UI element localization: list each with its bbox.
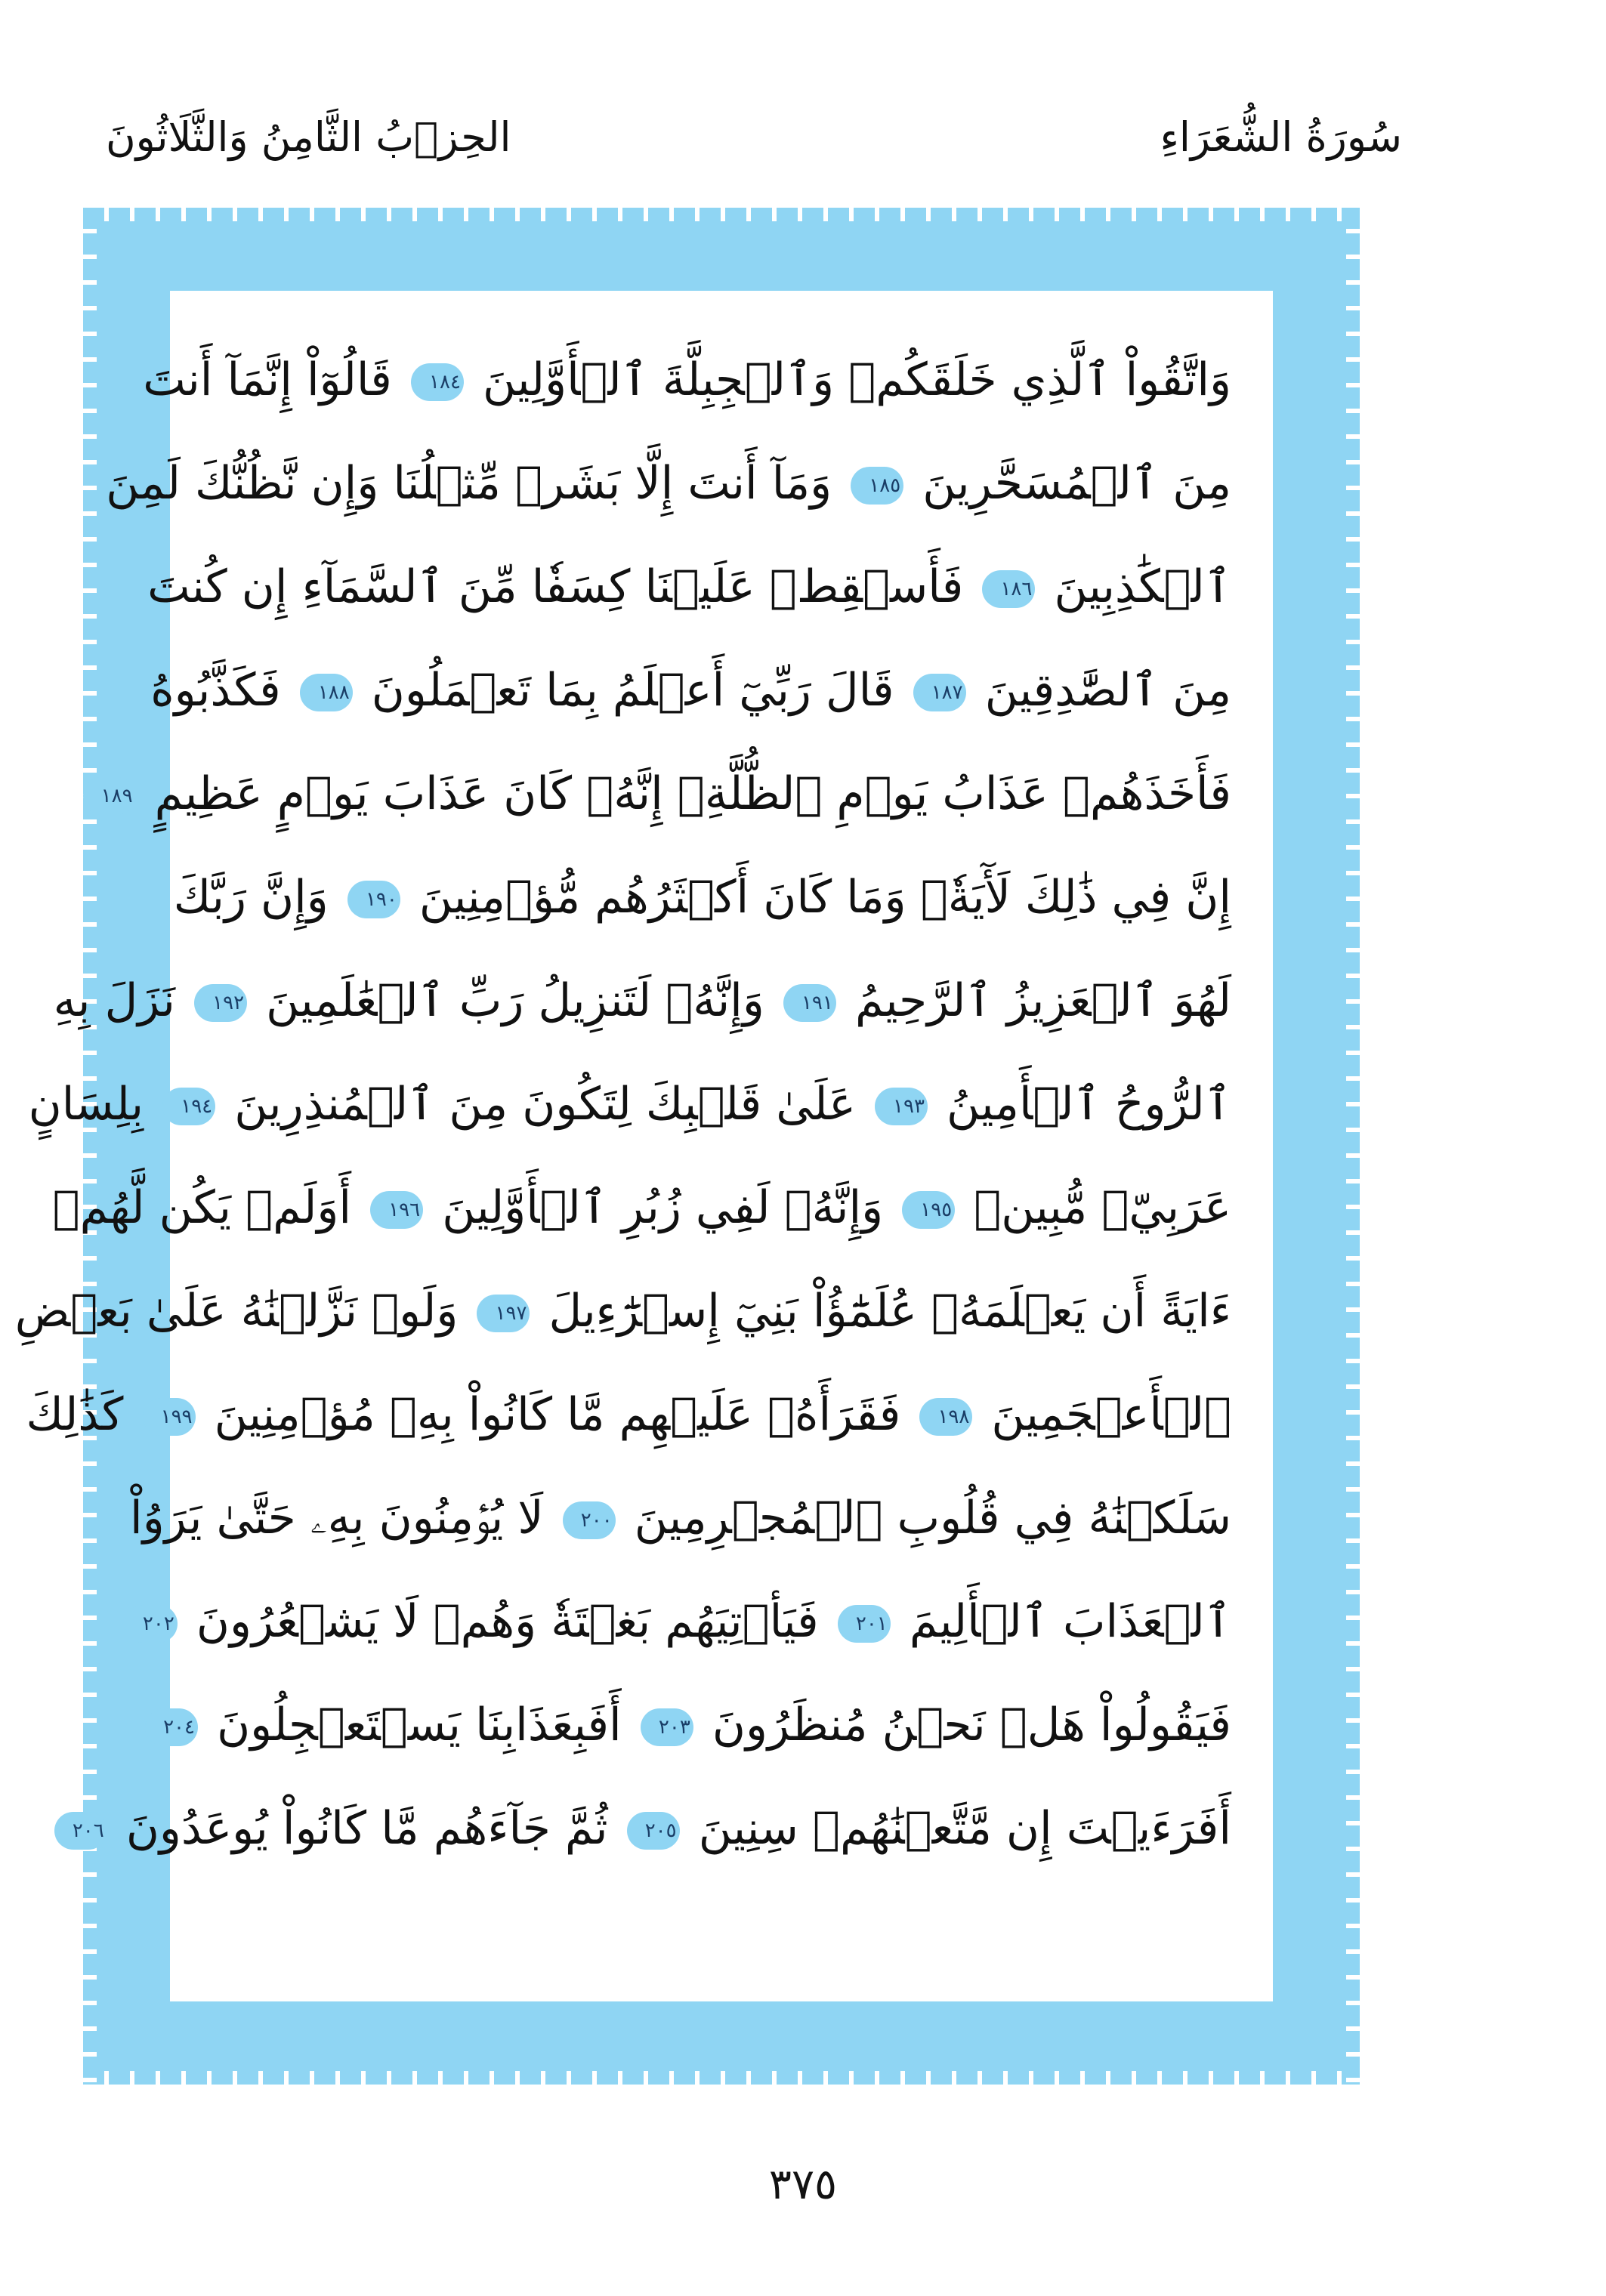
ayah-marker: ١٩٣ bbox=[875, 1088, 928, 1125]
ayah-marker: ٢٠٢ bbox=[125, 1605, 178, 1643]
ayah-marker: ٢٠٤ bbox=[145, 1708, 198, 1746]
text-line bbox=[14, 1260, 1231, 1363]
text-line bbox=[26, 1363, 1231, 1467]
verse-text: نَزَلَ بِهِ bbox=[53, 974, 175, 1027]
page-frame bbox=[14, 208, 1360, 2085]
text-line bbox=[72, 1777, 1231, 1881]
text-line bbox=[163, 1674, 1231, 1777]
surah-name: سُورَةُ الشُّعَرَاءِ bbox=[1160, 113, 1402, 161]
ayah-marker: ١٨٤ bbox=[411, 363, 464, 401]
text-line bbox=[28, 1053, 1231, 1156]
text-line bbox=[106, 432, 1231, 535]
text-line bbox=[52, 1156, 1231, 1260]
ayah-marker: ١٩٨ bbox=[919, 1398, 972, 1436]
verse-text: كَذَٰلِكَ bbox=[26, 1388, 124, 1441]
text-line bbox=[143, 329, 1231, 432]
text-line bbox=[130, 1467, 1231, 1570]
text-line bbox=[150, 639, 1231, 742]
verse-text: عَلَىٰ قَلۡبِكَ لِتَكُونَ مِنَ ٱلۡمُنذِرِينَ bbox=[234, 1078, 856, 1131]
verse-text: فَقَرَأَهُۥ عَلَيۡهِم مَّا كَانُواْ بِهِۦ مُؤۡمِنِينَ bbox=[214, 1388, 901, 1441]
ayah-marker: ٢٠٠ bbox=[563, 1501, 616, 1539]
frame-border-right bbox=[1346, 208, 1360, 2085]
verse-text: لَهُوَ ٱلۡعَزِيزُ ٱلرَّحِيمُ bbox=[854, 974, 1231, 1027]
ayah-marker: ١٩٩ bbox=[143, 1398, 196, 1436]
frame-border-bottom bbox=[83, 2071, 1360, 2085]
ayah-marker: ١٩٠ bbox=[347, 881, 400, 918]
verse-text: عَرَبِيّٖ مُّبِينٖ bbox=[974, 1181, 1231, 1234]
verse-text: إِنَّ فِي ذَٰلِكَ لَأٓيَةٗۖ وَمَا كَانَ أَكۡثَرُهُم مُّؤۡمِنِينَ bbox=[418, 871, 1231, 924]
ayah-marker: ٢٠٥ bbox=[627, 1812, 680, 1850]
verse-text: وَإِنَّ رَبَّكَ bbox=[173, 871, 329, 924]
ayah-marker: ٢٠١ bbox=[838, 1605, 891, 1643]
verse-text: بِلِسَانٍ bbox=[28, 1078, 144, 1131]
text-line bbox=[53, 949, 1231, 1053]
page-header bbox=[0, 113, 1606, 181]
ayah-marker: ١٨٩ bbox=[83, 777, 136, 815]
ayah-marker: ١٩٥ bbox=[902, 1191, 955, 1229]
verse-text: وَلَوۡ نَزَّلۡنَٰهُ عَلَىٰ بَعۡضِ bbox=[14, 1285, 459, 1338]
ayah-marker: ١٩٢ bbox=[194, 984, 247, 1022]
frame-border-top bbox=[83, 208, 1360, 221]
verse-text: ٱلۡعَذَابَ ٱلۡأَلِيمَ bbox=[909, 1595, 1231, 1648]
ayah-marker: ١٨٧ bbox=[913, 674, 966, 711]
verse-text: فَكَذَّبُوهُ bbox=[150, 664, 281, 717]
verse-text: فَيَأۡتِيَهُم بَغۡتَةٗ وَهُمۡ لَا يَشۡعُرُونَ bbox=[196, 1595, 819, 1648]
page-number: ٣٧٥ bbox=[768, 2160, 838, 2209]
ayah-marker: ١٩٧ bbox=[477, 1295, 530, 1332]
ayah-marker: ١٨٥ bbox=[851, 467, 903, 505]
quran-text-area bbox=[14, 291, 1273, 2001]
text-line bbox=[147, 535, 1231, 639]
ayah-marker: ١٩٤ bbox=[162, 1088, 215, 1125]
verse-text: ٱلۡأَعۡجَمِينَ bbox=[991, 1388, 1231, 1441]
ayah-marker: ١٨٦ bbox=[982, 570, 1035, 608]
verse-text: فَيَقُولُواْ هَلۡ نَحۡنُ مُنظَرُونَ bbox=[712, 1699, 1231, 1751]
ayah-marker: ١٩١ bbox=[783, 984, 836, 1022]
text-line bbox=[173, 846, 1231, 949]
text-line bbox=[100, 742, 1231, 846]
verse-text: قَالُوٓاْ إِنَّمَآ أَنتَ bbox=[143, 353, 392, 406]
verse-text: وَإِنَّهُۥ لَفِي زُبُرِ ٱلۡأَوَّلِينَ bbox=[442, 1181, 884, 1234]
verse-text: مِنَ ٱلۡمُسَحَّرِينَ bbox=[922, 457, 1231, 510]
verse-text: أَفَبِعَذَابِنَا يَسۡتَعۡجِلُونَ bbox=[217, 1699, 622, 1751]
ayah-marker: ١٨٨ bbox=[300, 674, 353, 711]
verse-text: وَمَآ أَنتَ إِلَّا بَشَرٞ مِّثۡلُنَا وَإِن نَّظُنُّكَ لَمِنَ bbox=[106, 457, 832, 510]
text-line bbox=[142, 1570, 1231, 1674]
verse-text: فَأَسۡقِطۡ عَلَيۡنَا كِسَفٗا مِّنَ ٱلسَّمَآءِ إِن كُنتَ bbox=[147, 560, 964, 613]
ayah-marker: ٢٠٦ bbox=[54, 1812, 107, 1850]
verse-text: ٱلۡكَٰذِبِينَ bbox=[1054, 560, 1231, 613]
verse-text: ٱلرُّوحُ ٱلۡأَمِينُ bbox=[947, 1078, 1231, 1131]
verse-text: لَا يُؤۡمِنُونَ بِهِۦ حَتَّىٰ يَرَوُاْ bbox=[130, 1492, 544, 1545]
verse-text: ثُمَّ جَآءَهُم مَّا كَانُواْ يُوعَدُونَ bbox=[125, 1802, 608, 1855]
verse-text: فَأَخَذَهُمۡ عَذَابُ يَوۡمِ ٱلظُّلَّةِۚ إِنَّهُۥ كَانَ عَذَابَ يَوۡمٍ عَظِيمٍ bbox=[154, 767, 1231, 820]
verse-text: أَوَلَمۡ يَكُن لَّهُمۡ bbox=[52, 1181, 352, 1234]
verse-text: ءَايَةً أَن يَعۡلَمَهُۥ عُلَمَٰٓؤُاْ بَنِيٓ إِسۡرَٰٓءِيلَ bbox=[548, 1285, 1231, 1338]
verse-text: وَاتَّقُواْ ٱلَّذِي خَلَقَكُمۡ وَٱلۡجِبِلَّةَ ٱلۡأَوَّلِينَ bbox=[483, 353, 1231, 406]
verse-text: قَالَ رَبِّيٓ أَعۡلَمُ بِمَا تَعۡمَلُونَ bbox=[371, 664, 894, 717]
juz-name: الحِزۡبُ الثَّامِنُ وَالثَّلَاثُونَ bbox=[106, 113, 511, 161]
verse-text: سَلَكۡنَٰهُ فِي قُلُوبِ ٱلۡمُجۡرِمِينَ bbox=[634, 1492, 1231, 1545]
ayah-marker: ٢٠٣ bbox=[641, 1708, 693, 1746]
verse-text: أَفَرَءَيۡتَ إِن مَّتَّعۡنَٰهُمۡ سِنِينَ bbox=[698, 1802, 1231, 1855]
ayah-marker: ١٩٦ bbox=[370, 1191, 423, 1229]
verse-text: مِنَ ٱلصَّٰدِقِينَ bbox=[984, 664, 1231, 717]
verse-text: وَإِنَّهُۥ لَتَنزِيلُ رَبِّ ٱلۡعَٰلَمِينَ bbox=[266, 974, 764, 1027]
